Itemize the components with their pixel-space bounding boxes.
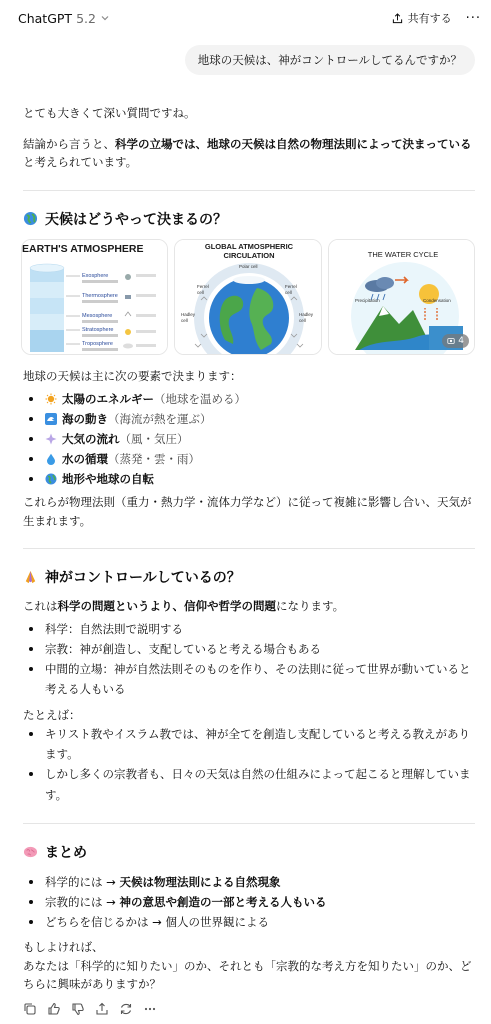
list-item xyxy=(23,912,475,932)
image-water-cycle[interactable] xyxy=(328,239,475,355)
image-earths-atmosphere[interactable] xyxy=(21,239,168,355)
reply-conclusion xyxy=(23,135,475,172)
more-options-button[interactable]: ··· xyxy=(465,10,481,26)
section-title: 神がコントロールしているの？ xyxy=(45,570,241,587)
lead-suffix: になります。 xyxy=(276,599,345,614)
item-bold: 太陽のエネルギー xyxy=(62,391,154,406)
list-item: 科学：自然法則で説明する xyxy=(23,619,475,639)
item-bold: 地形や地球の自転 xyxy=(62,472,154,486)
image-count-badge[interactable] xyxy=(442,334,469,348)
item-note: （地球を温める） xyxy=(154,391,246,406)
svg-text:cell: cell xyxy=(181,317,189,323)
sun-icon xyxy=(45,393,57,405)
list-item: 中間的立場：神が自然法則そのものを作り、その法則に従って世界が動いていると考える人もいる xyxy=(23,659,475,699)
item-bold: 神の意思や創造の一部と考える人もいる xyxy=(119,894,327,909)
image-count: 4 xyxy=(458,335,464,346)
svg-text:cell: cell xyxy=(197,289,205,295)
model-selector[interactable] xyxy=(18,11,110,26)
copy-icon[interactable] xyxy=(23,1002,37,1016)
layer-label: Exosphere xyxy=(82,272,109,279)
layer-label: Stratosphere xyxy=(82,326,114,333)
user-message-bubble: 地球の天候は、神がコントロールしてるんですか？ xyxy=(185,45,475,75)
wave-icon xyxy=(45,413,57,425)
section-title: 天候はどうやって決まるの？ xyxy=(45,211,227,228)
image-title: THE WATER CYCLE xyxy=(367,249,438,259)
divider xyxy=(23,548,475,549)
section-heading-god xyxy=(23,567,475,587)
list-item xyxy=(23,429,475,449)
share-button[interactable] xyxy=(392,10,452,26)
list-item xyxy=(23,389,475,409)
layer-label: Troposphere xyxy=(82,340,113,347)
section-heading-summary xyxy=(23,842,475,862)
closing-line2: あなたは「科学的に知りたい」のか、それとも「宗教的な考え方を知りたい」のか、どちらに興味がありますか？ xyxy=(23,958,472,992)
examples-list xyxy=(23,724,475,805)
message-action-bar xyxy=(23,1002,475,1016)
image-title: GLOBAL ATMOSPHERIC xyxy=(205,241,294,251)
thumbs-down-icon[interactable] xyxy=(71,1002,85,1016)
droplet-icon xyxy=(45,453,57,465)
item-bold: 水の循環 xyxy=(62,451,108,466)
assistant-reply xyxy=(23,104,475,1016)
svg-text:Ferrel: Ferrel xyxy=(285,283,298,289)
share-label: 共有する xyxy=(407,12,452,25)
share-icon[interactable] xyxy=(95,1002,109,1016)
conclusion-suffix: と考えられています。 xyxy=(23,155,138,170)
divider xyxy=(23,190,475,191)
viewpoints-list xyxy=(23,619,475,700)
model-version: 5.2 xyxy=(76,10,96,26)
item-bold: 大気の流れ xyxy=(62,431,120,446)
list-item: しかし多くの宗教者も、日々の天気は自然の仕組みによって起こると理解しています。 xyxy=(23,764,475,804)
item-note: （海流が熱を運ぶ） xyxy=(108,411,212,426)
chevron-down-icon xyxy=(100,13,110,23)
closing-line1: もしよければ、 xyxy=(23,940,104,954)
list-item xyxy=(23,469,475,489)
section-heading-weather xyxy=(23,209,475,229)
factors-list xyxy=(23,389,475,490)
lead-bold: 科学の問題というより、信仰や哲学の問題 xyxy=(57,599,276,614)
wind-icon xyxy=(45,433,57,445)
svg-text:Hadley: Hadley xyxy=(299,311,314,317)
image-title: EARTH'S ATMOSPHERE xyxy=(22,242,144,255)
section-title: まとめ xyxy=(45,844,87,861)
regenerate-icon[interactable] xyxy=(119,1002,133,1016)
item-prefix: 宗教的には → xyxy=(45,894,120,909)
item-note: （風・気圧） xyxy=(119,431,189,446)
divider xyxy=(23,823,475,824)
image-title-line2: CIRCULATION xyxy=(223,250,275,260)
reply-intro: とても大きくて深い質問ですね。 xyxy=(23,106,196,120)
list-item: キリスト教やイスラム教では、神が全てを創造し支配していると考える教えがあります。 xyxy=(23,724,475,764)
svg-text:Precipitation: Precipitation xyxy=(354,297,380,303)
svg-text:Ferrel: Ferrel xyxy=(197,283,210,289)
share-icon xyxy=(392,13,403,24)
thumbs-up-icon[interactable] xyxy=(47,1002,61,1016)
globe-icon xyxy=(45,473,57,485)
gallery-icon xyxy=(447,337,455,345)
svg-text:Condensation: Condensation xyxy=(422,297,451,303)
lead-prefix: これは xyxy=(23,599,58,614)
item-prefix: 科学的には → xyxy=(45,874,120,889)
layer-label: Thermosphere xyxy=(82,292,118,299)
conclusion-prefix: 結論から言うと、 xyxy=(23,136,115,151)
item-bold: 天候は物理法則による自然現象 xyxy=(119,874,281,889)
layer-label: Mesosphere xyxy=(82,312,113,319)
section1-lead: 地球の天候は主に次の要素で決まります： xyxy=(23,368,242,383)
globe-icon xyxy=(23,211,38,226)
list-item: 宗教：神が創造し、支配していると考える場合もある xyxy=(23,639,475,659)
example-lead: たとえば： xyxy=(23,707,81,722)
list-item xyxy=(23,409,475,429)
more-icon[interactable] xyxy=(143,1002,157,1016)
section1-summary: これらが物理法則（重力・熱力学・流体力学など）に従って複雑に影響し合い、天気が生まれます。 xyxy=(23,495,472,528)
conclusion-bold: 科学の立場では、地球の天候は自然の物理法則によって決まっている xyxy=(115,136,472,151)
praying-hands-icon xyxy=(23,570,38,585)
item-prefix: どちらを信じるかは → 個人の世界観による xyxy=(45,914,269,929)
svg-text:cell: cell xyxy=(285,289,293,295)
model-name: ChatGPT xyxy=(18,10,73,26)
list-item xyxy=(23,872,475,892)
brain-icon xyxy=(23,844,38,859)
list-item xyxy=(23,449,475,469)
svg-text:Polar cell: Polar cell xyxy=(239,263,258,269)
item-note: （蒸発・雲・雨） xyxy=(108,451,200,466)
section2-lead xyxy=(23,597,475,616)
list-item xyxy=(23,892,475,912)
image-global-atmospheric-circulation[interactable] xyxy=(174,239,321,355)
item-bold: 海の動き xyxy=(62,411,108,426)
image-carousel xyxy=(21,239,475,355)
svg-text:Hadley: Hadley xyxy=(181,311,196,317)
summary-list xyxy=(23,872,475,932)
svg-text:cell: cell xyxy=(299,317,307,323)
top-bar xyxy=(0,0,491,36)
